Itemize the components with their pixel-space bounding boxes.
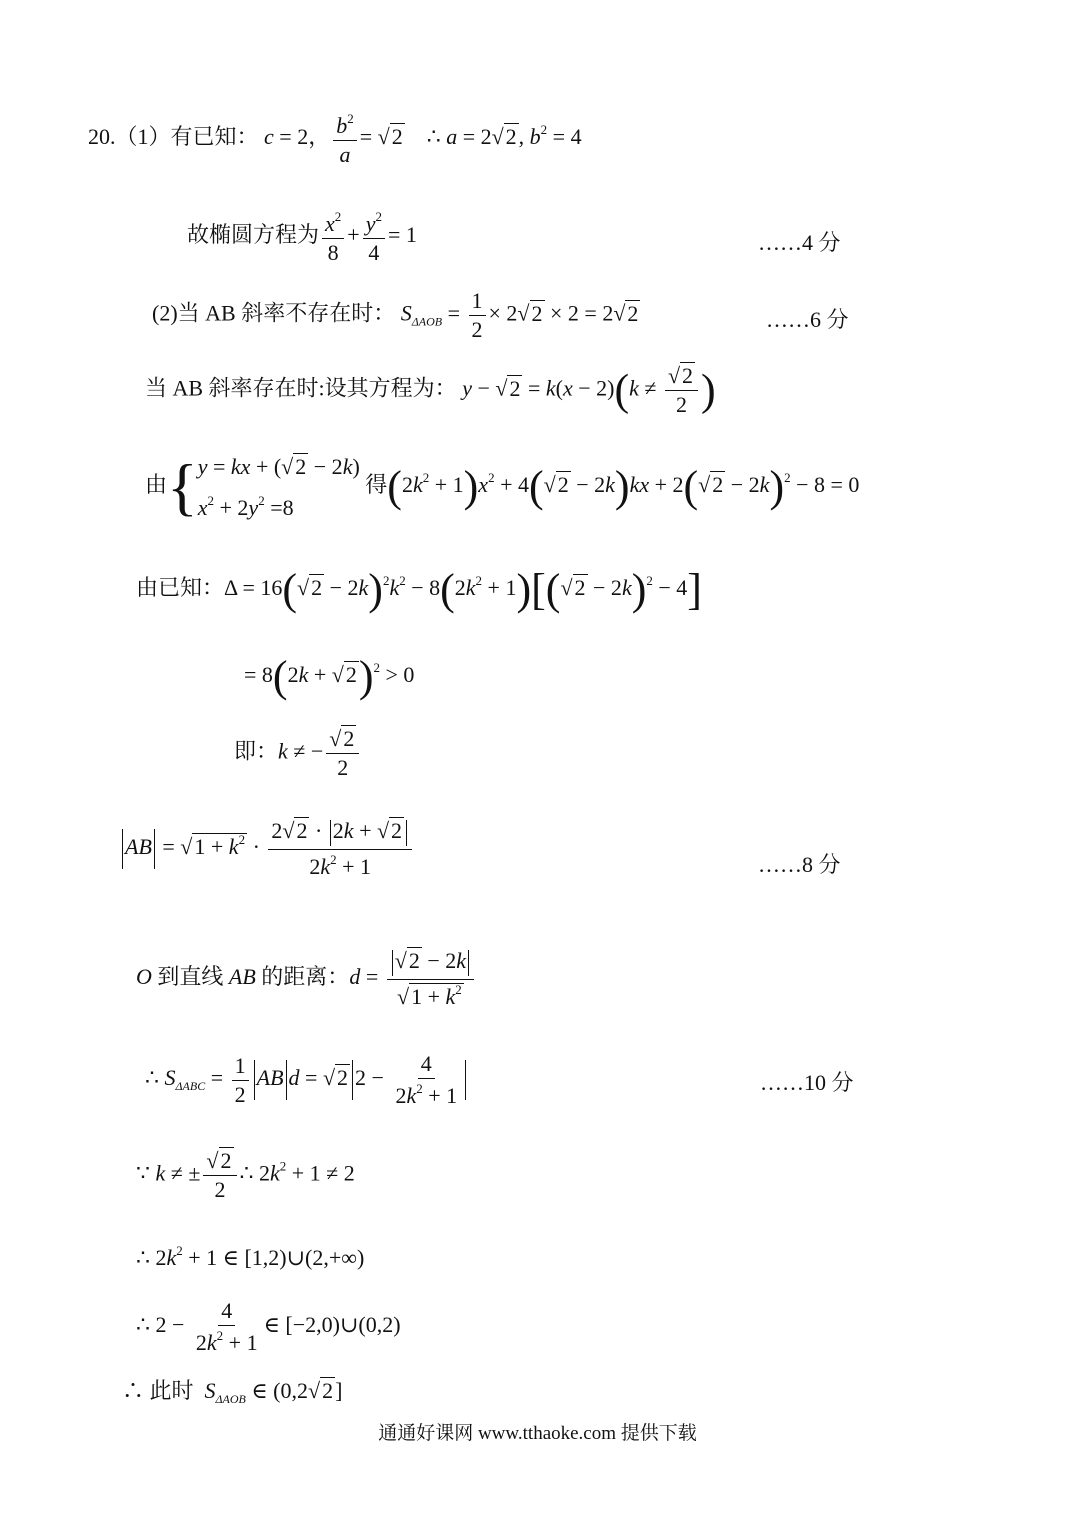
- system-eq-1: y = kx + (√2 − 2k): [197, 453, 360, 479]
- k-condition-prefix: 即：: [234, 738, 279, 764]
- score-6: ……6 分: [766, 307, 849, 332]
- conclusion-line: ∴ 此时 $S_{\Delta AOB}$ ∈ (0,2√2]: [122, 1378, 343, 1406]
- part1-label: （1）有已知：: [115, 124, 259, 150]
- slope-exists-label: 当 AB 斜率存在时:设其方程为：: [145, 375, 457, 401]
- ellipse-equation-line: 故椭圆方程为 $\frac{x^2}{8}$ + $\frac{y^2}{4}$ = 1: [187, 209, 417, 265]
- footer-download-note: 通通好课网 www.tthaoke.com 提供下载: [378, 1423, 697, 1444]
- problem-number: 20.: [88, 124, 116, 150]
- delta-line: 由已知：$\Delta = 16(√2 - 2k)^2k^2 - 8(2k^2 + 1)[(√2 - 2k)^2 - 4]$: [136, 565, 702, 614]
- area-line: ∴ $S_{\Delta ABC}$ = $\frac{1}{2}$ AB d = √2 2 − $\frac{4}{2k^2 + 1}$: [145, 1053, 468, 1107]
- range-2-line: ∴ 2 − $\frac{4}{2k^2 + 1}$ ∈ [−2,0)∪(0,2): [136, 1298, 401, 1355]
- system-eq-2: $x^2 + 2y^2 =8$: [197, 492, 294, 520]
- part2-line: (2)当 AB 斜率不存在时： $S_{\Delta AOB}$ = $\frac{1}{2}$ × 2√2 × 2 = 2√2: [152, 288, 639, 342]
- distance-line: O 到直线 AB 的距离：d = $\frac{√2 - 2k}{√1 + k^2}$: [136, 950, 477, 1008]
- slope-exists-line: 当 AB 斜率存在时:设其方程为： y − √2 = k(x − 2)(k ≠ $\frac{√2}{2}$ ): [145, 363, 716, 417]
- system-line: 由{ y = kx + (√2 − 2k) $x^2 + 2y^2 =8$ 得$(2k^2 + 1)x^2 + 4(√2 - 2k)kx + 2(√2 - 2k)^2 - 8 = 0$: [145, 451, 860, 522]
- score-8: ……8 分: [758, 852, 841, 877]
- ab-length-line: AB = $√1 + k^2$ · $\frac{2√2 \cdot 2k + √2}{2k^2 + 1}$: [120, 820, 415, 878]
- delta-prefix: 由已知：: [136, 575, 225, 601]
- system-prefix: 由: [145, 472, 168, 498]
- system-result-prefix: 得: [365, 472, 388, 498]
- score-10: ……10 分: [760, 1070, 854, 1095]
- score-4: ……4 分: [758, 230, 841, 255]
- delta-simplified-line: = $8(2k + √2)^2 > 0$: [244, 652, 415, 701]
- range-1-line: ∴ $2k^2 + 1$ ∈ [1,2)∪(2,+∞): [136, 1243, 365, 1270]
- problem-line-1: 20.（1）有已知： c = 2， $\frac{b^2}{a}$ = √2 ∴ a = 2√2, $b^2 = 4$: [88, 111, 582, 167]
- ellipse-prefix: 故椭圆方程为: [187, 222, 320, 248]
- part2-label: (2)当 AB 斜率不存在时：: [152, 300, 396, 326]
- k-pm-line: ∵ k ≠ ± $\frac{√2}{2}$ ∴ $2k^2 + 1 \ne 2$: [136, 1148, 355, 1202]
- k-condition-line: 即：k ≠ − $\frac{√2}{2}$: [234, 728, 362, 779]
